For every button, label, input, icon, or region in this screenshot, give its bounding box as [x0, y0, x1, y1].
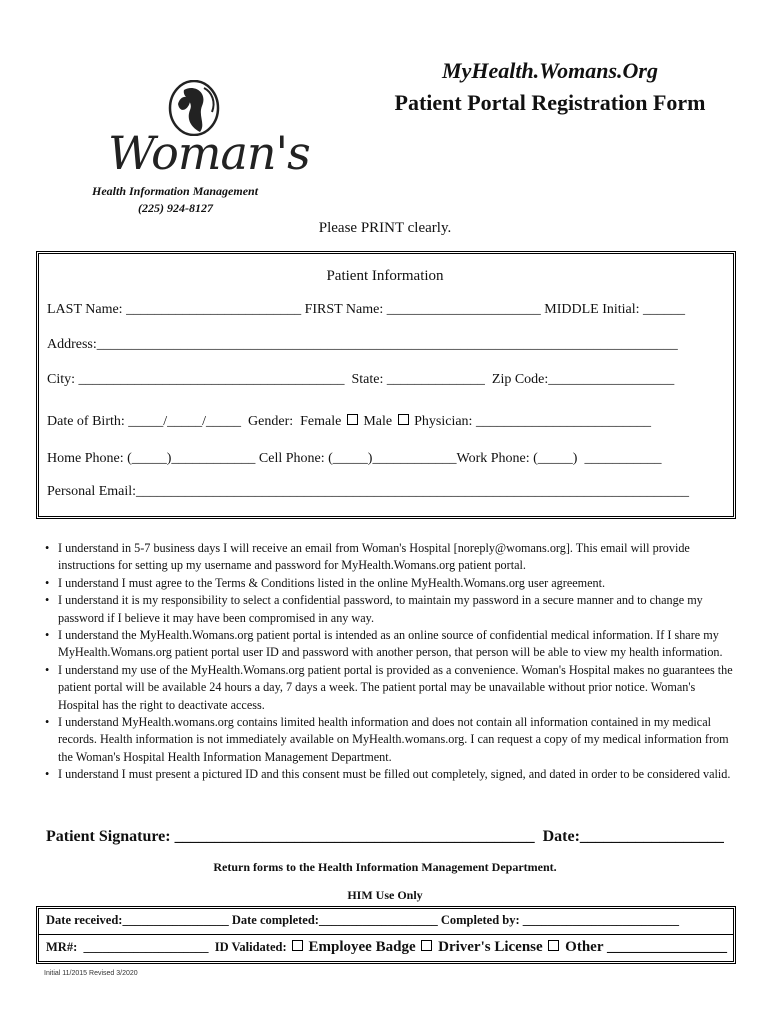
- him-id-row: [46, 939, 727, 956]
- male-label: Male: [359, 414, 396, 429]
- dob-gender-physician-row: [47, 414, 651, 430]
- drivers-license-label: Driver's License: [434, 939, 547, 955]
- mr-field[interactable]: MR#: ____________________ ID Validated:: [46, 940, 290, 954]
- list-item: • I understand the MyHealth.Womans.org patient portal is intended as an online source of confidential medical information. If I share my MyHealth.Womans.org patient portal user ID and password with another person, that person will be able to view my health information.: [58, 627, 734, 662]
- address-field[interactable]: Address:___________________________________________________________________________________: [47, 337, 678, 352]
- phone-fields[interactable]: Home Phone: (_____)____________ Cell Phone: (_____)____________Work Phone: (_____) ___________: [47, 451, 662, 466]
- city-state-zip-fields[interactable]: City: ______________________________________ State: ______________ Zip Code:__________________: [47, 372, 675, 387]
- list-item: • I understand my use of the MyHealth.Womans.org patient portal is provided as a convenience. Woman's Hospital makes no guarantees the patient portal will be available 24 hours a day, 7 days a week. The patient portal may be unavailable without prior notice. Woman's Hospital has the right to deactivate access.: [58, 662, 734, 714]
- him-use-title: HIM Use Only: [347, 888, 423, 902]
- email-field[interactable]: Personal Email:_______________________________________________________________________________: [47, 484, 690, 499]
- logo-wordmark: Woman's: [108, 126, 310, 180]
- revision-note: Initial 11/2015 Revised 3/2020: [44, 970, 138, 977]
- other-field[interactable]: Other ________________: [561, 939, 727, 955]
- female-checkbox[interactable]: [347, 414, 358, 425]
- list-item: • I understand MyHealth.womans.org contains limited health information and does not contain all information contained in my medical records. Health information is not immediately available on MyHealth.womans.org. I can request a copy of my medical information from the Woman's Hospital Health Information Management Department.: [58, 714, 734, 766]
- womans-logo: [108, 80, 310, 180]
- him-dates-row[interactable]: Date received:_________________ Date completed:___________________ Completed by: _________________________: [46, 913, 680, 927]
- employee-badge-checkbox[interactable]: [292, 940, 303, 951]
- dob-field[interactable]: Date of Birth: _____/_____/_____ Gender: Female: [47, 414, 345, 429]
- patient-info-title: Patient Information: [326, 268, 444, 284]
- physician-field[interactable]: Physician: _________________________: [410, 414, 651, 429]
- male-checkbox[interactable]: [398, 414, 409, 425]
- list-item: • I understand in 5-7 business days I will receive an email from Woman's Hospital [noreply@womans.org]. This email will provide instructions for setting up my username and password for MyHealth.Womans.org patient portal.: [58, 540, 734, 575]
- employee-badge-label: Employee Badge: [304, 939, 420, 955]
- return-instruction: Return forms to the Health Information Management Department.: [213, 860, 557, 874]
- divider: [39, 934, 733, 935]
- list-item: • I understand it is my responsibility to select a confidential password, to maintain my password in a secure manner and to change my password if I believe it may have been compromised in any way.: [58, 592, 734, 627]
- department-phone: (225) 924-8127: [138, 201, 213, 215]
- department-name: Health Information Management: [92, 184, 259, 198]
- list-item: • I understand I must present a pictured ID and this consent must be filled out completely, signed, and dated in order to be considered valid.: [58, 766, 734, 783]
- name-fields[interactable]: LAST Name: _________________________ FIRST Name: ______________________ MIDDLE Initial: ______: [47, 302, 686, 317]
- form-title: Patient Portal Registration Form: [394, 90, 706, 115]
- drivers-license-checkbox[interactable]: [421, 940, 432, 951]
- list-item: • I understand I must agree to the Terms & Conditions listed in the online MyHealth.Womans.org user agreement.: [58, 575, 734, 592]
- print-instruction: Please PRINT clearly.: [318, 220, 452, 236]
- signature-date-field[interactable]: Patient Signature: _____________________________________________ Date:__________________: [46, 828, 724, 845]
- other-checkbox[interactable]: [548, 940, 559, 951]
- terms-list: [44, 540, 734, 784]
- portal-title: MyHealth.Womans.Org: [442, 58, 658, 83]
